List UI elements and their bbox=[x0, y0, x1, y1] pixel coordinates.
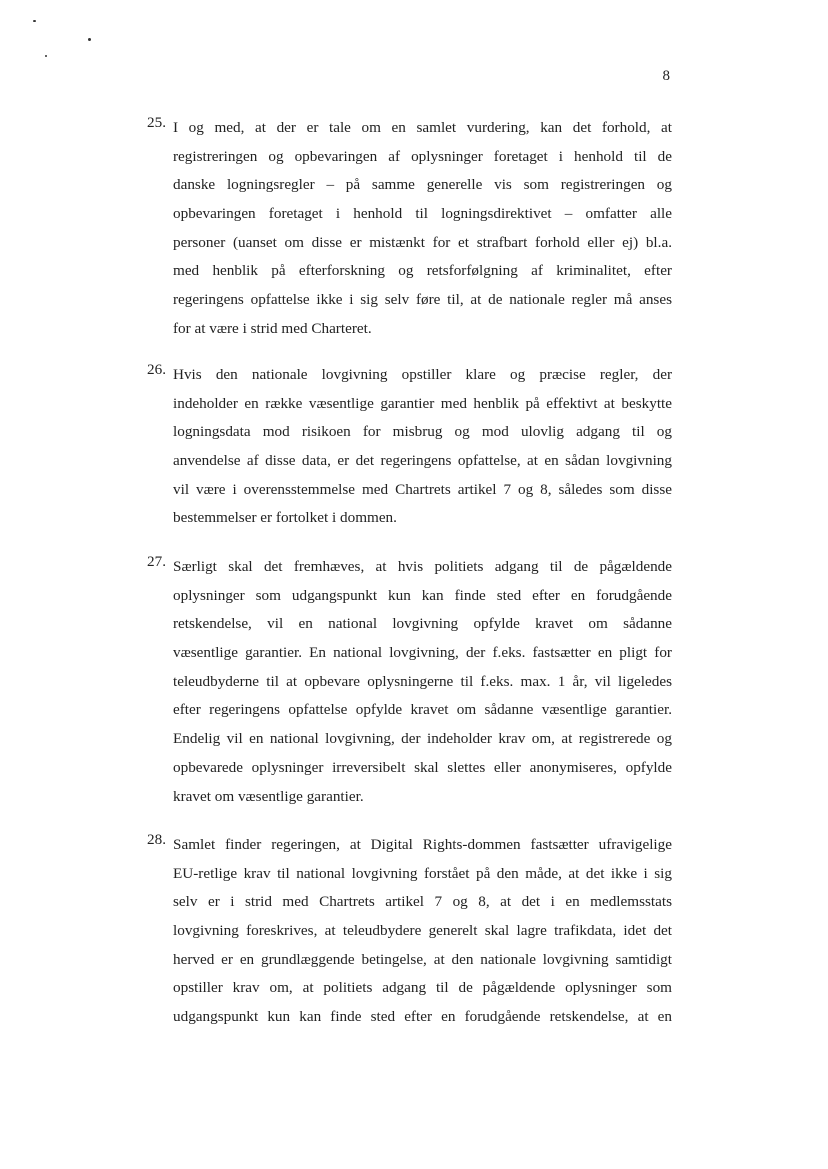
paragraph-line: I og med, at der er tale om en samlet vurdering, kan det forhold, at bbox=[173, 119, 672, 136]
paragraph-line: Hvis den nationale lovgivning opstiller klare og præcise regler, der bbox=[173, 366, 672, 383]
paragraph-line: opbevaringen foretaget i henhold til logningsdirektivet – omfatter alle bbox=[173, 205, 672, 223]
paragraph-27 bbox=[147, 553, 672, 811]
paragraph-line: med henblik på efterforskning og retsforfølgning af kriminalitet, efter bbox=[173, 262, 672, 280]
paragraph-28 bbox=[147, 831, 672, 1032]
scan-speck bbox=[33, 20, 36, 22]
paragraph-line: Samlet finder regeringen, at Digital Rights-dommen fastsætter ufravigelige bbox=[173, 836, 672, 853]
paragraph-number: 26. bbox=[147, 361, 166, 378]
paragraph-line: lovgivning foreskrives, at teleudbydere generelt skal lagre trafikdata, idet det bbox=[173, 922, 672, 940]
paragraph-line: Endelig vil en national lovgivning, der indeholder krav om, at registrerede og bbox=[173, 730, 672, 748]
paragraph-line: selv er i strid med Chartrets artikel 7 og 8, at det i en medlemsstats bbox=[173, 893, 672, 911]
paragraph-line: retskendelse, vil en national lovgivning opfylde kravet om sådanne bbox=[173, 615, 672, 633]
paragraph-line: personer (uanset om disse er mistænkt for et strafbart forhold eller ej) bl.a. bbox=[173, 233, 672, 251]
scan-speck bbox=[88, 38, 91, 41]
paragraph-line: teleudbyderne til at opbevare oplysningerne til f.eks. max. 1 år, vil ligeledes bbox=[173, 672, 672, 690]
paragraph-line: udgangspunkt kun kan finde sted efter en forudgående retskendelse, at en bbox=[173, 1008, 672, 1026]
paragraph-25 bbox=[147, 114, 672, 344]
paragraph-number: 27. bbox=[147, 553, 166, 570]
paragraph-line: væsentlige garantier. En national lovgivning, der f.eks. fastsætter en pligt for bbox=[173, 644, 672, 662]
paragraph-line: registreringen og opbevaringen af oplysninger foretaget i henhold til de bbox=[173, 147, 672, 165]
paragraph-26 bbox=[147, 361, 672, 533]
paragraph-line: anvendelse af disse data, er det regeringens opfattelse, at en sådan lovgivning bbox=[173, 452, 672, 470]
paragraph-line: opbevarede oplysninger irreversibelt skal slettes eller anonymiseres, opfylde bbox=[173, 758, 672, 776]
paragraph-line: regeringens opfattelse ikke i sig selv føre til, at de nationale regler må anses bbox=[173, 291, 672, 309]
page-number: 8 bbox=[662, 68, 670, 84]
paragraph-line: EU-retlige krav til national lovgivning forstået på den måde, at det ikke i sig bbox=[173, 864, 672, 882]
paragraph-line: indeholder en række væsentlige garantier med henblik på effektivt at beskytte bbox=[173, 394, 672, 412]
paragraph-line: herved er en grundlæggende betingelse, at den nationale lovgivning samtidigt bbox=[173, 950, 672, 968]
paragraph-line: oplysninger som udgangspunkt kun kan finde sted efter en forudgående bbox=[173, 586, 672, 604]
paragraph-line: kravet om væsentlige garantier. bbox=[173, 787, 364, 805]
paragraph-line: logningsdata mod risikoen for misbrug og mod ulovlig adgang til og bbox=[173, 423, 672, 441]
paragraph-line: vil være i overensstemmelse med Chartrets artikel 7 og 8, således som disse bbox=[173, 480, 672, 498]
paragraph-number: 28. bbox=[147, 831, 166, 848]
paragraph-line: for at være i strid med Charteret. bbox=[173, 319, 372, 337]
paragraph-line: efter regeringens opfattelse opfylde kravet om sådanne væsentlige garantier. bbox=[173, 701, 672, 719]
paragraph-line: bestemmelser er fortolket i dommen. bbox=[173, 509, 397, 527]
paragraph-line: opstiller krav om, at politiets adgang til de pågældende oplysninger som bbox=[173, 979, 672, 997]
paragraph-line: danske logningsregler – på samme generelle vis som registreringen og bbox=[173, 176, 672, 194]
paragraph-line: Særligt skal det fremhæves, at hvis politiets adgang til de pågældende bbox=[173, 558, 672, 575]
paragraph-number: 25. bbox=[147, 114, 166, 131]
scan-speck bbox=[45, 55, 47, 57]
